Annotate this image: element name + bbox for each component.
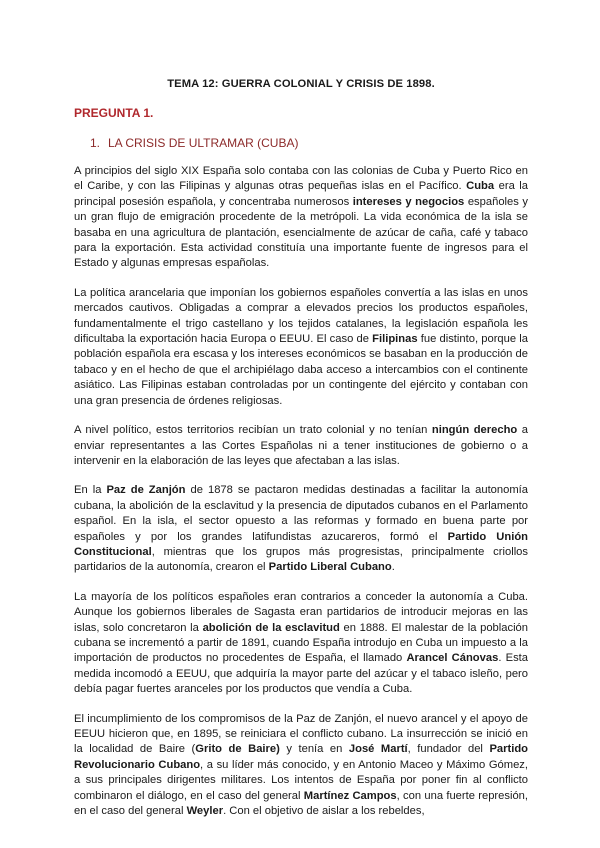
- text-run: españoles y un gran flujo de emigración procedente de la metrópoli. La vida económica de la isla se basaba en una agricultura de plantación, esencialmente de azúcar de caña, café y tabaco para la exportación. Esta actividad constituía una importante fuente de ingresos para el Estado y algunas empresas españolas.: [74, 195, 528, 270]
- text-run: , mientras que los grupos más progresistas, principalmente criollos partidarios de la autonomía, crearon el: [74, 545, 528, 574]
- text-run: fue distinto, porque la población española era escasa y los intereses económicos se basaban en la producción de tabaco y en el hecho de que el archipiélago daba acceso a intercambios con el continente asiático. Las Filipinas estaban controladas por un contingente del ejército y contaban con una gran presencia de órdenes religiosas.: [74, 333, 528, 407]
- text-run: a enviar representantes a las Cortes Españolas ni a tener instituciones de gobierno o a intervenir en la elaboración de las leyes que afectaban a las islas.: [74, 424, 529, 467]
- bold-term: Grito de Baire): [195, 743, 280, 756]
- bold-term: Partido Revolucionario Cubano: [74, 743, 528, 771]
- bold-term: Martínez Campos: [303, 789, 397, 802]
- bold-term: ningún derecho: [431, 424, 518, 437]
- bold-term: Partido Liberal Cubano: [268, 561, 392, 574]
- bold-term: Weyler: [186, 805, 224, 818]
- paragraph: [74, 590, 528, 698]
- text-run: era la principal posesión española, y concentraba numerosos: [74, 180, 529, 208]
- question-heading: PREGUNTA 1.: [74, 106, 154, 120]
- text-run: y tenía en: [279, 743, 349, 756]
- bold-term: Cuba: [466, 180, 495, 193]
- text-run: En la: [74, 484, 107, 497]
- text-run: de 1878 se pactaron medidas destinadas a facilitar la autonomía cubana, la abolición de la esclavitud y la presencia de diputados cubanos en el Parlamento español. En la isla, el sector opuesto a las reformas y formado en buena parte por españoles y por los grandes latifundistas azucareros, formó el: [74, 484, 529, 543]
- section-title: LA CRISIS DE ULTRAMAR (CUBA): [108, 136, 299, 150]
- text-run: El incumplimiento de los compromisos de la Paz de Zanjón, el nuevo arancel y el apoyo de EEUU hicieron que, en 1895, se reiniciara el conflicto cubano. La insurrección se inició en la localidad de Baire (: [74, 712, 528, 756]
- page-title: TEMA 12: GUERRA COLONIAL Y CRISIS DE 1898.: [167, 78, 435, 90]
- text-run: La política arancelaria que imponían los gobiernos españoles convertía a las islas en unos mercados cautivos. Obligadas a comprar a elevados precios los productos españoles, fundamentalmente el trigo castellano y los tejidos catalanes, la legislación española les dificultaba la exportación hacia Europa o EEUU. El caso de: [74, 286, 528, 346]
- text-run: en 1888. El malestar de la población cubana se incrementó a partir de 1891, cuando España introdujo en Cuba un impuesto a la importación de productos no procedentes de España, el llamado: [74, 621, 528, 665]
- bold-term: Partido Unión Constitucional: [74, 530, 528, 558]
- text-run: , con una fuerte represión, en el caso del general: [74, 789, 528, 818]
- bold-term: Filipinas: [372, 333, 418, 346]
- bold-term: José Martí: [348, 743, 408, 756]
- paragraph: [74, 286, 528, 409]
- text-run: . Con el objetivo de aislar a los rebeldes,: [223, 805, 425, 818]
- text-run: La mayoría de los políticos españoles eran contrarios a conceder la autonomía a Cuba. Aunque los gobiernos liberales de Sagasta eran partidarios de introducir mejoras en las islas, solo concretaron la: [74, 590, 528, 634]
- paragraph: [74, 164, 528, 272]
- text-run: , a su líder más conocido, y en Antonio Maceo y Máximo Gómez, a sus principales dirigentes militares. Los intentos de España por poner fin al conflicto combinaron el diálogo, en el caso del general: [74, 758, 528, 802]
- paragraph: [74, 712, 528, 820]
- bold-term: abolición de la esclavitud: [202, 621, 340, 634]
- bold-term: intereses y negocios: [352, 195, 465, 208]
- text-run: A principios del siglo XIX España solo contaba con las colonias de Cuba y Puerto Rico en el Caribe, y con las Filipinas y algunas otras pequeñas islas en el Pacífico.: [74, 165, 528, 193]
- bold-term: Arancel Cánovas: [406, 652, 499, 665]
- text-run: . Esta medida incomodó a EEUU, que adquiría la mayor parte del azúcar y el tabaco isleño, pero debía pagar fuertes aranceles por los productos que vendía a Cuba.: [74, 652, 528, 696]
- paragraph: [74, 423, 528, 469]
- section-heading: [90, 136, 528, 150]
- paragraph: [74, 483, 528, 575]
- text-run: , fundador del: [407, 743, 490, 756]
- section-number: 1.: [90, 136, 101, 150]
- text-run: A nivel político, estos territorios recibían un trato colonial y no tenían: [74, 424, 432, 437]
- text-run: .: [391, 561, 395, 574]
- bold-term: Paz de Zanjón: [106, 484, 186, 497]
